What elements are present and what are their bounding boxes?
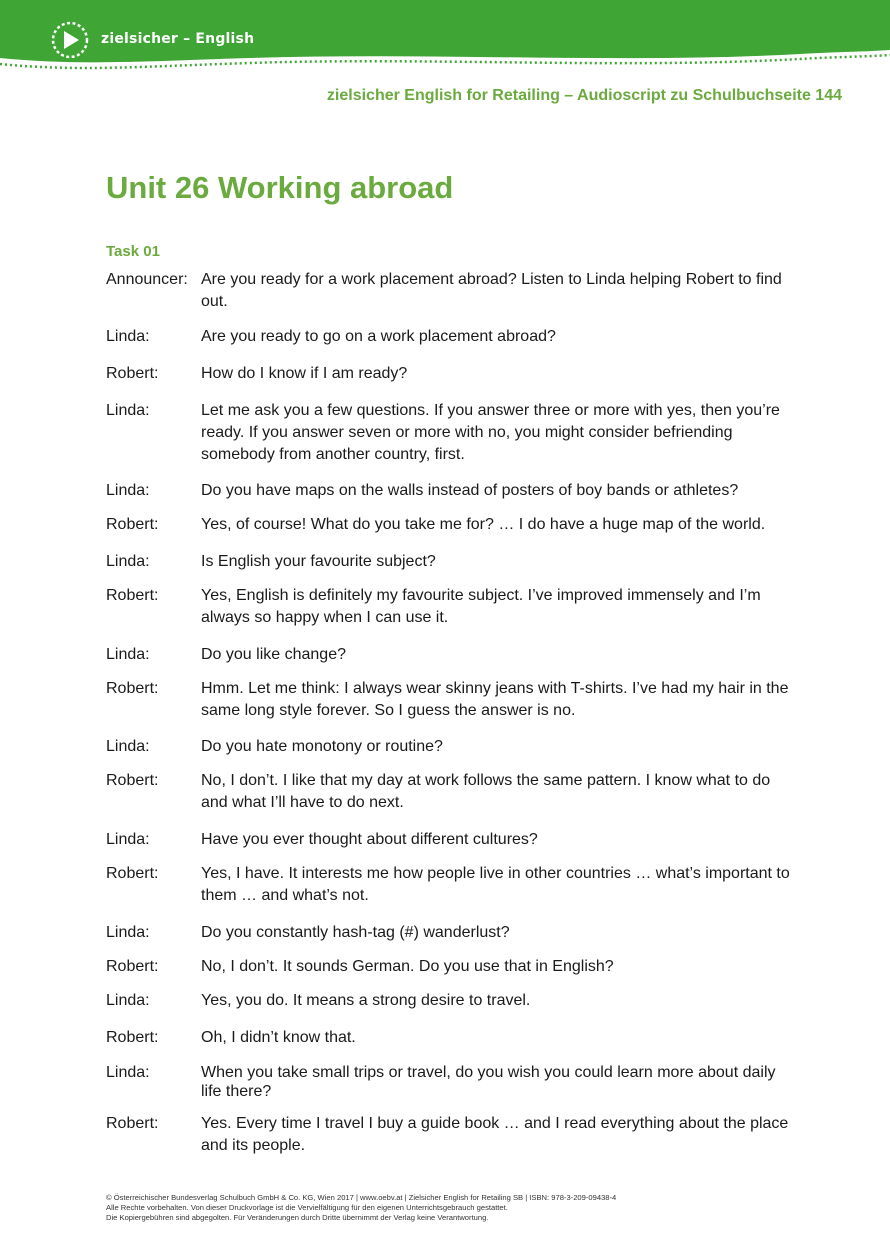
speaker: Robert: (106, 1115, 159, 1132)
line-text: Let me ask you a few questions. If you answer three or more with yes, then you’re ready. If you answer seven or more with no, you might consider befriending somebody from another country, first. (201, 402, 780, 463)
header-banner (0, 0, 890, 80)
dialogue-line (106, 326, 796, 348)
dialogue-line (106, 922, 796, 944)
dialogue-line (106, 1113, 796, 1157)
line-text: When you take small trips or travel, do you wish you could learn more about daily life there? (201, 1064, 776, 1100)
speaker: Robert: (106, 587, 159, 604)
dialogue-line (106, 269, 796, 313)
speaker: Robert: (106, 365, 159, 382)
dialogue-line (106, 678, 796, 722)
speaker: Linda: (106, 738, 150, 755)
dialogue-line (106, 956, 796, 978)
line-text: Yes, English is definitely my favourite subject. I’ve improved immensely and I’m always so happy when I can use it. (201, 587, 761, 626)
speaker: Linda: (106, 646, 150, 663)
line-text: Yes. Every time I travel I buy a guide book … and I read everything about the place and its people. (201, 1115, 789, 1154)
line-text: Do you like change? (201, 646, 346, 663)
footer-rights: Alle Rechte vorbehalten. Von dieser Druckvorlage ist die Vervielfältigung für den eigenen Unterrichtsgebrauch gestattet. (106, 1203, 508, 1212)
footer-copyright: © Österreichischer Bundesverlag Schulbuch GmbH & Co. KG, Wien 2017 | www.oebv.at | Zielsicher English for Retailing SB | ISBN: 978-3-209-09438-4 (106, 1193, 617, 1202)
line-text: Have you ever thought about different cultures? (201, 831, 538, 848)
line-text: Do you constantly hash-tag (#) wanderlust? (201, 924, 510, 941)
line-text: Yes, of course! What do you take me for? … I do have a huge map of the world. (201, 516, 766, 533)
speaker: Linda: (106, 924, 150, 941)
logo-text: zielsicher – English (101, 31, 255, 47)
footer-fees: Die Kopiergebühren sind abgegolten. Für Veränderungen durch Dritte übernimmt der Verlag keine Verantwortung. (106, 1213, 489, 1222)
dialogue (106, 269, 796, 1157)
speaker: Robert: (106, 680, 159, 697)
task-label: Task 01 (106, 243, 160, 260)
line-text: How do I know if I am ready? (201, 365, 408, 382)
line-text: Do you have maps on the walls instead of posters of boy bands or athletes? (201, 482, 739, 499)
dialogue-line (106, 990, 796, 1012)
dialogue-line (106, 551, 796, 573)
dialogue-line (106, 514, 796, 536)
speaker: Linda: (106, 992, 150, 1009)
speaker: Linda: (106, 831, 150, 848)
dialogue-line (106, 770, 796, 814)
dialogue-line (106, 585, 796, 629)
line-text: Is English your favourite subject? (201, 553, 436, 570)
speaker: Robert: (106, 1029, 159, 1046)
dialogue-line (106, 863, 796, 907)
line-text: Are you ready to go on a work placement abroad? (201, 328, 556, 345)
speaker: Robert: (106, 865, 159, 882)
dialogue-line (106, 400, 796, 466)
line-text: Are you ready for a work placement abroad? Listen to Linda helping Robert to find out. (201, 271, 782, 310)
speaker: Robert: (106, 516, 159, 533)
line-text: Yes, I have. It interests me how people live in other countries … what’s important to them … and what’s not. (201, 865, 790, 904)
line-text: No, I don’t. I like that my day at work follows the same pattern. I know what to do and what I’ll have to do next. (201, 772, 771, 811)
line-text: Do you hate monotony or routine? (201, 738, 443, 755)
dialogue-line (106, 1063, 796, 1101)
speaker: Announcer: (106, 271, 188, 288)
footer (106, 1193, 616, 1223)
line-text: Yes, you do. It means a strong desire to travel. (201, 992, 531, 1009)
page-title: Unit 26 Working abroad (106, 170, 454, 205)
dialogue-line (106, 480, 796, 502)
speaker: Linda: (106, 482, 150, 499)
dialogue-line (106, 363, 796, 385)
dialogue-line (106, 736, 796, 758)
speaker: Linda: (106, 553, 150, 570)
line-text: Oh, I didn’t know that. (201, 1029, 356, 1046)
speaker: Robert: (106, 772, 159, 789)
speaker: Linda: (106, 1064, 150, 1081)
dialogue-line (106, 644, 796, 666)
line-text: Hmm. Let me think: I always wear skinny jeans with T-shirts. I’ve had my hair in the same long style forever. So I guess the answer is no. (201, 680, 789, 719)
speaker: Robert: (106, 958, 159, 975)
speaker: Linda: (106, 328, 150, 345)
speaker: Linda: (106, 402, 150, 419)
dialogue-line (106, 1027, 796, 1049)
dialogue-line (106, 829, 796, 851)
line-text: No, I don’t. It sounds German. Do you use that in English? (201, 958, 614, 975)
page-subtitle: zielsicher English for Retailing – Audioscript zu Schulbuchseite 144 (326, 87, 842, 104)
